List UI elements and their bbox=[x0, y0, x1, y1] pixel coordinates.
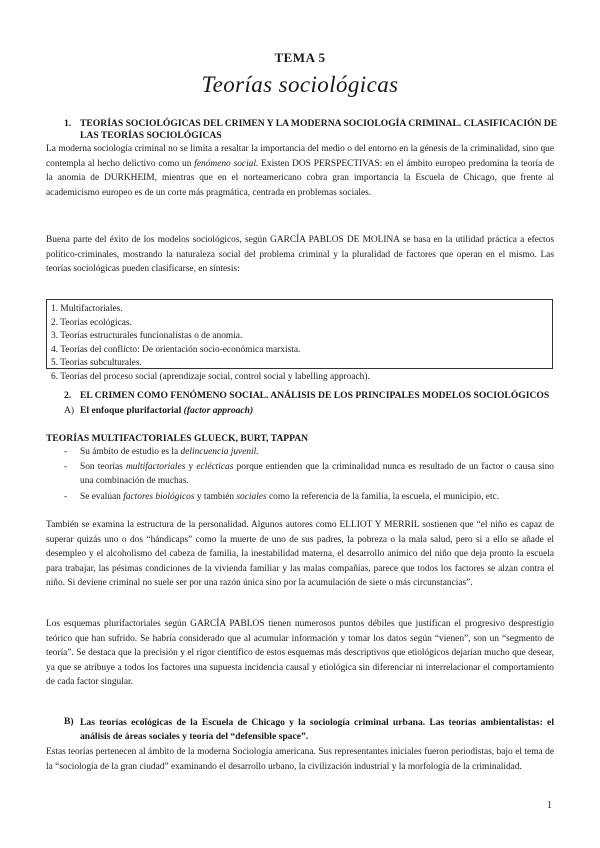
emphasis-text: fenómeno social. bbox=[194, 158, 259, 169]
text-run: y también bbox=[194, 492, 237, 502]
section-2-paragraph-critique: Los esquemas plurifactoriales según GARCÍA PABLOS tienen numerosos puntos débiles que justifican el progresivo desprestigio teórico que han sufrido. Se habría considerado que al acumular información y tomar los datos según “vienen”, son un “segmento de teoría”. Se destaca que la precisión y el rigor científico de estos esquemas más descriptivos que etiológicos dejarían mucho que desear, ya que se atribuye a todos los factores una supuesta incidencia causal y etiológica sin diferenciar ni interrelacionar el comportamiento de cada factor singular. bbox=[46, 619, 554, 688]
bullet-item bbox=[64, 460, 554, 489]
subsection-a-title bbox=[80, 405, 253, 417]
text-run: y bbox=[185, 462, 197, 472]
emphasis-text: multifactoriales bbox=[125, 462, 186, 472]
classification-item: 6. Teorías del proceso social (aprendizaje social, control social y labelling approach). bbox=[51, 371, 370, 382]
text-run: porque entienden que la criminalidad nunca es resultado de un factor o causa sino una combinación de muchas. bbox=[80, 462, 554, 487]
section-2-title: EL CRIMEN COMO FENÓMENO SOCIAL. ANÁLISIS DE LOS PRINCIPALES MODELOS SOCIOLÓGICOS bbox=[80, 390, 550, 401]
section-2-paragraph-chicago: Estas teorías pertenecen al ámbito de la moderna Sociología americana. Sus representantes iniciales fueron periodistas, bajo el tema de la “sociología de la gran ciudad” examinando el desarrollo urbano, la civilización industrial y la morfología de la criminalidad. bbox=[46, 747, 554, 772]
subsection-a-letter: A) bbox=[64, 405, 75, 416]
text-run: Son teorías bbox=[80, 462, 126, 472]
text-run: El enfoque plurifactorial bbox=[80, 405, 184, 416]
chapter-title: Teorías sociológicas bbox=[201, 72, 399, 97]
classification-item: 4. Teorías del conflicto: De orientación socio-económica marxista. bbox=[51, 344, 301, 355]
page-number: 1 bbox=[547, 800, 552, 811]
bullet-dash: - bbox=[64, 492, 68, 502]
section-2-number: 2. bbox=[64, 390, 72, 401]
bullet-item bbox=[64, 490, 554, 504]
bullet-dash: - bbox=[64, 447, 68, 457]
text-run: La moderna sociología criminal no se limita a resaltar la importancia del medio o del entorno en la génesis de la criminalidad, sino que contempla al hecho delictivo como un bbox=[46, 144, 554, 169]
section-1-title-line-1: TEORÍAS SOCIOLÓGICAS DEL CRIMEN Y LA MODERNA SOCIOLOGÍA CRIMINAL. CLASIFICACIÓN DE bbox=[80, 118, 558, 129]
subsection-b-title: Las teorías ecológicas de la Escuela de Chicago y la sociología criminal urbana. Las teorías ambientalistas: el análisis de áreas sociales y teoría del “defensible space”. bbox=[80, 717, 554, 742]
emphasis-text: (factor approach) bbox=[183, 405, 254, 416]
text-run: Se evalúan bbox=[80, 492, 124, 502]
emphasis-text: eclécticas bbox=[196, 462, 234, 472]
classification-box bbox=[46, 299, 553, 382]
text-run: como la referencia de la familia, la escuela, el municipio, etc. bbox=[266, 492, 500, 502]
subsection-b-letter: B) bbox=[64, 716, 74, 727]
classification-item: 2. Teorías ecológicas. bbox=[51, 317, 132, 328]
classification-item: 1. Multifactoriales. bbox=[51, 304, 123, 314]
section-1-paragraph-2: Buena parte del éxito de los modelos sociológicos, según GARCÍA PABLOS DE MOLINA se basa en la utilidad práctica a efectos político-criminales, mostrando la naturaleza social del problema criminal y la pluralidad de factores que operan en el mismo. Las teorías sociológicas pueden clasificarse, en síntesis: bbox=[46, 235, 554, 275]
emphasis-text: factores biológicos bbox=[123, 492, 195, 502]
emphasis-text: sociales bbox=[236, 492, 267, 502]
section-2-paragraph-elliot: También se examina la estructura de la personalidad. Algunos autores como ELLIOT Y MERRIL sostienen que “el niño es capaz de superar quizás uno o dos “hándicaps” como la muerte de uno de sus padres, la pobreza o la mala salud, pero si a ello se añade el desempleo y el alcoholismo del cabeza de familia, la inestabilidad materna, el desarrollo anímico del niño que deja pronto la escuela para trabajar, las pésimas condiciones de la vivienda familiar y las malas compañías, parece que todos los factores se alzan contra el niño. Si deviene criminal no suele ser por una razón única sino por la acumulación de siete o más circunstancias”. bbox=[46, 520, 554, 589]
classification-item: 3. Teorías estructurales funcionalistas o de anomia. bbox=[51, 331, 243, 342]
section-1-title bbox=[80, 118, 560, 142]
section-1-title-line-2: LAS TEORÍAS SOCIOLÓGICAS bbox=[80, 130, 222, 141]
section-1-paragraph-1 bbox=[46, 142, 554, 200]
text-run: Existen DOS PERSPECTIVAS: en el ámbito europeo predomina la teoría de la anomia de DURKHEIM, mientras que en el norteamericano cobra gran importancia la Escuela de Chicago, que frente al academicismo europeo es de un corte más pragmática, centrada en problemas sociales. bbox=[46, 158, 554, 198]
multifactorial-heading: TEORÍAS MULTIFACTORIALES GLUECK, BURT, TAPPAN bbox=[46, 433, 309, 444]
emphasis-text: delincuencia juvenil. bbox=[180, 447, 259, 457]
bullet-item bbox=[64, 445, 554, 459]
bullet-dash: - bbox=[64, 462, 68, 472]
section-1-number: 1. bbox=[64, 118, 72, 129]
text-run: Su ámbito de estudio es la bbox=[80, 447, 181, 457]
classification-item: 5. Teorías subculturales. bbox=[51, 358, 142, 369]
chapter-number: TEMA 5 bbox=[274, 50, 326, 65]
